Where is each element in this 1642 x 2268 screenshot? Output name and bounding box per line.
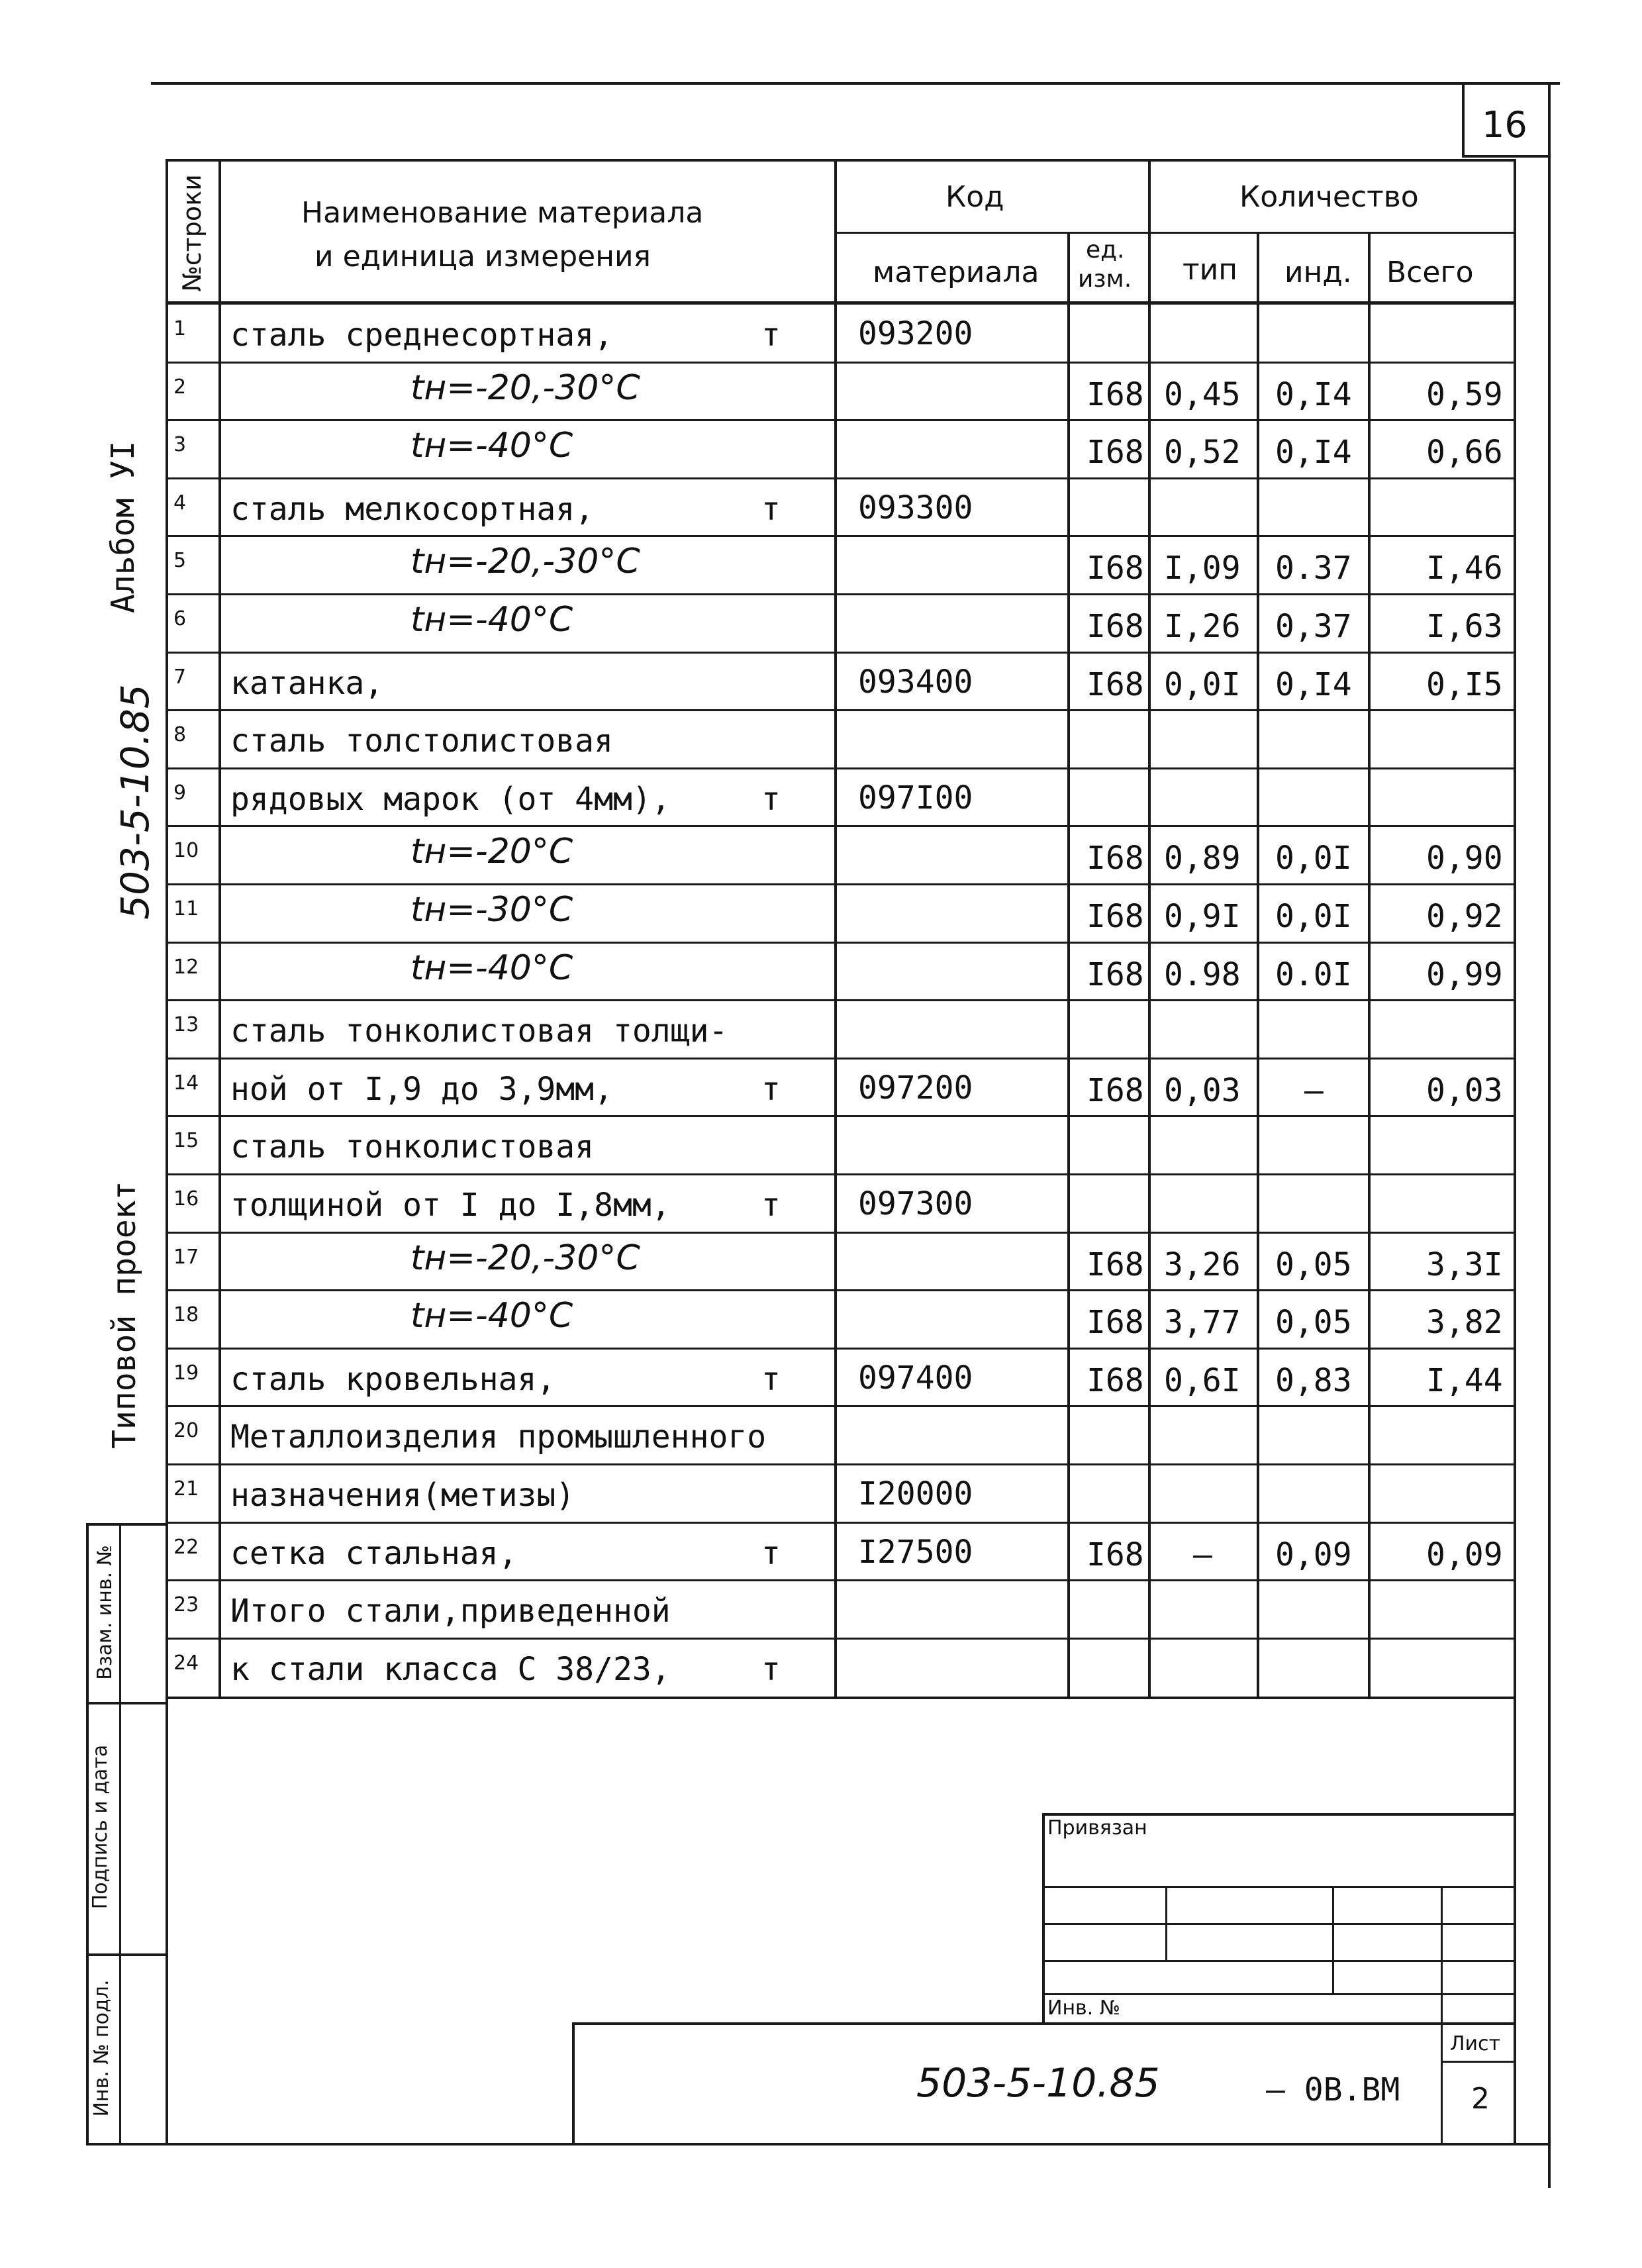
row-number: 6 — [173, 607, 187, 630]
qty-total-value: 0,59 — [1426, 375, 1503, 413]
col-line-name — [218, 159, 221, 1699]
row-separator — [166, 652, 1516, 654]
material-name: сталь кровельная, — [230, 1360, 556, 1398]
col-line-total — [1368, 232, 1371, 1699]
stamp-left-inner — [119, 1523, 121, 2145]
material-unit: т — [761, 1650, 781, 1688]
row-separator — [166, 1058, 1516, 1060]
temperature-condition: tн=-40°С — [410, 426, 573, 466]
header-code: Код — [945, 180, 1004, 214]
temperature-condition: tн=-20,-30°С — [410, 542, 640, 582]
header-material-name-line1: Наименование материала — [301, 196, 704, 230]
material-name: к стали класса С 38/23, — [230, 1650, 671, 1688]
qty-type-value: 0,6I — [1164, 1361, 1241, 1399]
qty-ind-value: 0.37 — [1275, 550, 1352, 587]
qty-ind-value: 0,I4 — [1275, 666, 1352, 703]
material-name: Итого стали,приведенной — [230, 1593, 671, 1630]
header-code-unit-2: изм. — [1078, 266, 1132, 293]
row-separator — [166, 1638, 1516, 1640]
qty-total-value: I,44 — [1426, 1361, 1503, 1399]
material-name: назначения(метизы) — [230, 1477, 575, 1514]
material-name: сетка стальная, — [230, 1534, 518, 1572]
tb-sheet-label: Лист — [1450, 2032, 1501, 2055]
unit-code: I68 — [1087, 666, 1144, 703]
unit-code: I68 — [1087, 1071, 1144, 1109]
row-number: 9 — [173, 781, 187, 805]
stamp-inv-no-podl: Инв. № подл. — [90, 1979, 113, 2117]
qty-type-value: I,26 — [1164, 608, 1241, 645]
row-number: 21 — [173, 1477, 199, 1501]
qty-type-value: 0,52 — [1164, 434, 1241, 471]
row-separator — [166, 1522, 1516, 1524]
page-number-box-left — [1462, 82, 1465, 156]
material-unit: т — [761, 1360, 781, 1398]
row-separator — [166, 942, 1516, 944]
qty-type-value: 0,03 — [1164, 1071, 1241, 1109]
qty-ind-value: 0,37 — [1275, 608, 1352, 645]
row-number: 3 — [173, 433, 187, 457]
tb-col-line-3 — [1441, 1886, 1443, 2144]
row-separator — [166, 1232, 1516, 1234]
row-number: 14 — [173, 1071, 199, 1095]
stamp-top — [86, 1523, 167, 1526]
row-separator — [166, 1289, 1516, 1291]
row-separator — [166, 362, 1516, 364]
qty-total-value: 0,92 — [1426, 898, 1503, 935]
row-separator — [166, 709, 1516, 711]
material-unit: т — [761, 1534, 781, 1572]
material-name: сталь мелкосортная, — [230, 490, 595, 528]
qty-ind-value: 0,83 — [1275, 1361, 1352, 1399]
qty-ind-value: – — [1304, 1071, 1324, 1109]
temperature-condition: tн=-20,-30°С — [410, 368, 640, 408]
tb-main-left — [572, 2022, 575, 2145]
qty-type-value: 0,9I — [1164, 898, 1241, 935]
unit-code: I68 — [1087, 956, 1144, 993]
row-separator — [166, 1115, 1516, 1117]
row-number: 23 — [173, 1593, 199, 1617]
tb-col-line-1 — [1165, 1886, 1167, 1960]
material-unit: т — [761, 490, 781, 528]
header-qty-total: Всего — [1386, 256, 1474, 289]
col-line-rowno — [166, 159, 168, 2145]
qty-type-value: – — [1193, 1536, 1212, 1573]
header-row-number: №строки — [177, 174, 207, 292]
row-number: 13 — [173, 1013, 199, 1037]
row-number: 24 — [173, 1651, 199, 1675]
right-border — [1548, 82, 1551, 2188]
material-name: сталь тонколистовая — [230, 1128, 595, 1166]
qty-total-value: 0,90 — [1426, 840, 1503, 877]
qty-type-value: I,09 — [1164, 550, 1241, 587]
row-number: 8 — [173, 723, 187, 747]
qty-total-value: 3,3I — [1426, 1246, 1503, 1283]
tb-designation-suffix: – 0В.ВМ — [1266, 2071, 1400, 2108]
row-number: 1 — [173, 317, 187, 340]
unit-code: I68 — [1087, 1536, 1144, 1573]
row-number: 7 — [173, 665, 187, 689]
material-code: 097200 — [858, 1069, 973, 1107]
qty-total-value: 0,03 — [1426, 1071, 1503, 1109]
stamp-bottom — [86, 2143, 1551, 2145]
row-separator — [166, 535, 1516, 537]
tb-row-line-4 — [1042, 1993, 1514, 1995]
tb-sheet-sep — [1441, 2061, 1514, 2063]
qty-ind-value: 0,0I — [1275, 898, 1352, 935]
material-code: 093400 — [858, 663, 973, 701]
material-name: сталь толстолистовая — [230, 722, 613, 760]
tb-designation-handwritten: 503-5-10.85 — [916, 2060, 1160, 2106]
page-number-box-bottom — [1462, 155, 1551, 158]
qty-ind-value: 0,I4 — [1275, 375, 1352, 413]
qty-total-value: 0,I5 — [1426, 666, 1503, 703]
qty-ind-value: 0,05 — [1275, 1246, 1352, 1283]
material-unit: т — [761, 317, 781, 354]
unit-code: I68 — [1087, 898, 1144, 935]
table-bottom — [166, 1697, 1516, 1699]
material-code: 097I00 — [858, 779, 973, 816]
row-number: 10 — [173, 839, 199, 863]
row-number: 11 — [173, 897, 199, 920]
table-top — [166, 159, 1516, 162]
col-line-code — [834, 159, 837, 1699]
tb-col-line-2 — [1332, 1886, 1334, 1993]
qty-ind-value: 0,0I — [1275, 840, 1352, 877]
material-name: Металлоизделия промышленного — [230, 1418, 767, 1456]
material-name: сталь тонколистовая толщи- — [230, 1012, 728, 1050]
temperature-condition: tн=-20°С — [410, 832, 573, 872]
material-name: толщиной от I до I,8мм, — [230, 1187, 671, 1224]
row-number: 17 — [173, 1245, 199, 1269]
material-code: 097300 — [858, 1185, 973, 1222]
temperature-condition: tн=-30°С — [410, 890, 573, 930]
unit-code: I68 — [1087, 608, 1144, 645]
side-label-project-code: 503-5-10.85 — [113, 684, 158, 920]
qty-type-value: 3,77 — [1164, 1304, 1241, 1342]
qty-type-value: 0.98 — [1164, 956, 1241, 993]
row-number: 16 — [173, 1187, 199, 1210]
page-number: 16 — [1482, 104, 1527, 146]
material-unit: т — [761, 1187, 781, 1224]
header-qty-type: тип — [1183, 253, 1237, 287]
material-name: ной от I,9 до 3,9мм, — [230, 1070, 613, 1108]
tb-sheet-number: 2 — [1471, 2082, 1490, 2116]
row-separator — [166, 825, 1516, 827]
qty-total-value: 0,09 — [1426, 1536, 1503, 1573]
tb-privyazan-top — [1042, 1813, 1514, 1816]
unit-code: I68 — [1087, 1246, 1144, 1283]
row-number: 5 — [173, 549, 187, 573]
row-separator — [166, 1173, 1516, 1175]
qty-total-value: 0,99 — [1426, 956, 1503, 993]
qty-type-value: 0,89 — [1164, 840, 1241, 877]
unit-code: I68 — [1087, 840, 1144, 877]
tb-row-line-2 — [1042, 1923, 1514, 1925]
row-separator — [166, 999, 1516, 1001]
row-number: 2 — [173, 375, 187, 399]
row-separator — [166, 593, 1516, 595]
material-name: сталь среднесортная, — [230, 317, 613, 354]
unit-code: I68 — [1087, 375, 1144, 413]
material-name: катанка, — [230, 664, 384, 702]
row-number: 22 — [173, 1535, 199, 1559]
row-number: 4 — [173, 491, 187, 515]
row-separator — [166, 1463, 1516, 1465]
qty-type-value: 0,45 — [1164, 375, 1241, 413]
material-code: I27500 — [858, 1533, 973, 1571]
row-separator — [166, 883, 1516, 885]
tb-right — [1514, 1699, 1516, 2145]
qty-total-value: I,46 — [1426, 550, 1503, 587]
row-number: 19 — [173, 1361, 199, 1385]
tb-row-line-3 — [1042, 1960, 1514, 1962]
tb-main-top — [572, 2022, 1514, 2025]
qty-ind-value: 0,I4 — [1275, 434, 1352, 471]
unit-code: I68 — [1087, 1304, 1144, 1342]
row-separator — [166, 767, 1516, 769]
unit-code: I68 — [1087, 550, 1144, 587]
header-code-material: материала — [873, 256, 1039, 289]
tb-inv-no-label: Инв. № — [1047, 1997, 1121, 2020]
temperature-condition: tн=-20,-30°С — [410, 1238, 640, 1278]
row-separator — [166, 1405, 1516, 1407]
unit-code: I68 — [1087, 434, 1144, 471]
qty-total-value: I,63 — [1426, 608, 1503, 645]
material-code: I20000 — [858, 1475, 973, 1512]
row-separator — [166, 419, 1516, 421]
tb-privyazan-label: Привязан — [1047, 1816, 1147, 1840]
material-code: 093200 — [858, 315, 973, 352]
table-header-sub-line — [834, 232, 1516, 234]
col-line-ind — [1257, 232, 1259, 1699]
temperature-condition: tн=-40°С — [410, 600, 573, 640]
row-separator — [166, 1579, 1516, 1581]
tb-row-line-1 — [1042, 1886, 1514, 1888]
col-line-unit — [1067, 232, 1070, 1699]
row-separator — [166, 1348, 1516, 1350]
qty-total-value: 0,66 — [1426, 434, 1503, 471]
row-separator — [166, 477, 1516, 479]
temperature-condition: tн=-40°С — [410, 948, 573, 988]
unit-code: I68 — [1087, 1361, 1144, 1399]
row-number: 12 — [173, 955, 199, 979]
header-quantity: Количество — [1239, 180, 1419, 214]
row-number: 15 — [173, 1129, 199, 1153]
stamp-sep-1 — [86, 1702, 167, 1704]
stamp-vzam-inv: Взам. инв. № — [93, 1545, 117, 1680]
qty-ind-value: 0,09 — [1275, 1536, 1352, 1573]
header-code-unit-1: ед. — [1086, 236, 1125, 264]
qty-ind-value: 0.0I — [1275, 956, 1352, 993]
material-unit: т — [761, 1070, 781, 1108]
qty-type-value: 0,0I — [1164, 666, 1241, 703]
header-material-name-line2: и единица измерения — [314, 240, 652, 273]
row-number: 18 — [173, 1303, 199, 1327]
material-unit: т — [761, 780, 781, 818]
qty-total-value: 3,82 — [1426, 1304, 1503, 1342]
qty-type-value: 3,26 — [1164, 1246, 1241, 1283]
stamp-podpis-data: Подпись и дата — [89, 1744, 112, 1910]
side-label-project-type: Типовой проект — [106, 1181, 143, 1449]
material-name: рядовых марок (от 4мм), — [230, 780, 671, 818]
material-code: 097400 — [858, 1359, 973, 1397]
header-qty-ind: инд. — [1284, 256, 1352, 289]
col-line-qty — [1148, 159, 1151, 1699]
table-header-bottom — [166, 301, 1516, 305]
row-number: 20 — [173, 1419, 199, 1443]
side-label-album: Альбом УI — [105, 440, 142, 614]
table-right — [1514, 159, 1516, 1699]
material-code: 093300 — [858, 489, 973, 526]
stamp-sep-2 — [86, 1953, 167, 1956]
qty-ind-value: 0,05 — [1275, 1304, 1352, 1342]
temperature-condition: tн=-40°С — [410, 1296, 573, 1336]
top-border — [151, 82, 1560, 85]
